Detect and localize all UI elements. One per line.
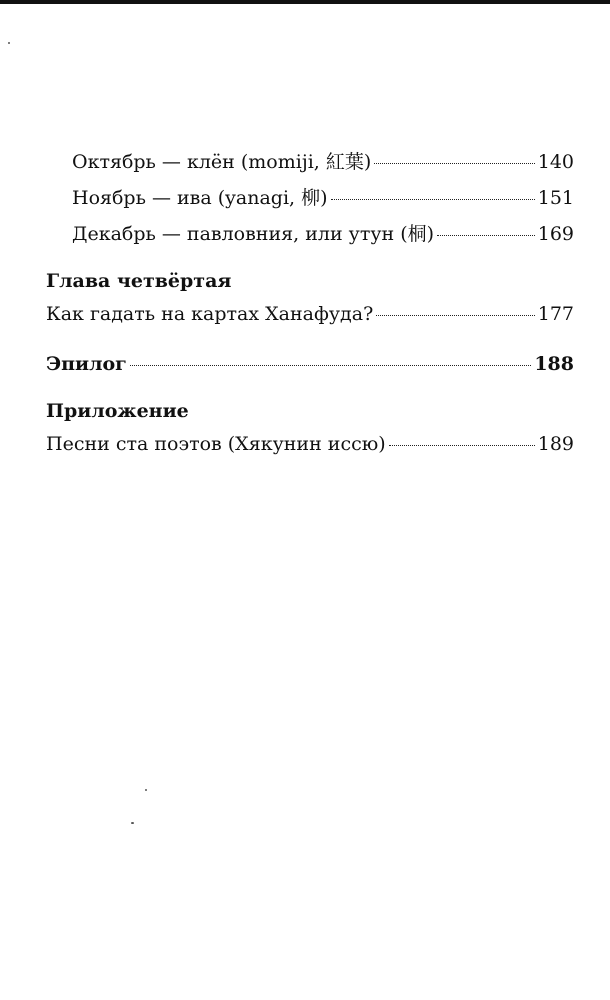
top-rule: [0, 0, 610, 4]
appendix-heading: Приложение: [46, 400, 189, 422]
chapter-four-heading: Глава четвёртая: [46, 270, 232, 292]
dot-leader: [331, 199, 535, 200]
toc-entry-december: [46, 216, 574, 252]
toc-page-number: 177: [537, 303, 574, 325]
toc-entry-chapter-four: [46, 296, 574, 332]
scan-speck: [131, 822, 134, 824]
toc-page-number: 188: [534, 353, 574, 375]
toc-entry-label: Октябрь — клён (momiji, 紅葉): [72, 151, 372, 173]
scan-speck: [8, 42, 10, 44]
toc-entry-appendix: [46, 426, 574, 462]
epilogue-label: Эпилог: [46, 353, 127, 375]
toc-entry-label: Песни ста поэтов (Хякунин иссю): [46, 433, 386, 455]
table-of-contents: [46, 144, 574, 462]
toc-entry-october: [46, 144, 574, 180]
toc-entry-label: Ноябрь — ива (yanagi, 柳): [72, 187, 328, 209]
dot-leader: [374, 163, 534, 164]
dot-leader: [437, 235, 535, 236]
toc-entry-label: Как гадать на картах Ханафуда?: [46, 303, 374, 325]
toc-entry-epilogue: [46, 346, 574, 382]
dot-leader: [389, 445, 535, 446]
toc-page-number: 140: [537, 151, 574, 173]
toc-entry-label: Декабрь — павловния, или утун (桐): [72, 223, 435, 245]
dot-leader: [130, 365, 532, 366]
dot-leader: [376, 315, 534, 316]
toc-page-number: 189: [537, 433, 574, 455]
toc-page-number: 151: [537, 187, 574, 209]
scan-speck: [145, 789, 147, 791]
toc-page-number: 169: [537, 223, 574, 245]
toc-entry-november: [46, 180, 574, 216]
